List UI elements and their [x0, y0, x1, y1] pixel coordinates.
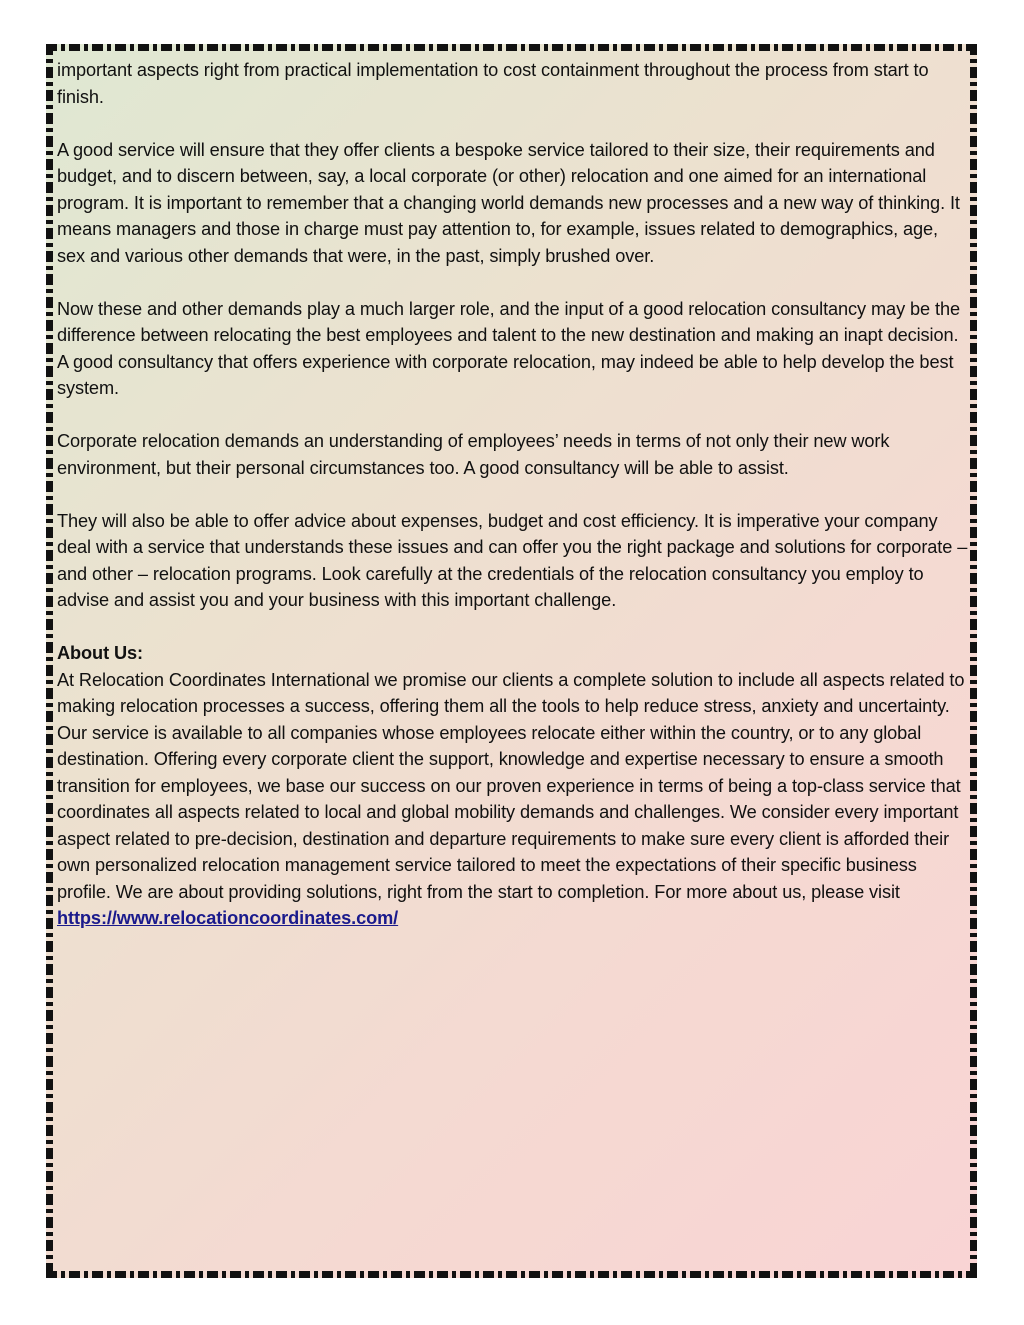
paragraph-consultancy-role: Now these and other demands play a much larger role, and the input of a good relocation consultancy may be the difference between relocating the best employees and talent to the new destination and making an inapt decision. A good consultancy that offers experience with corporate relocation, may indeed be able to help develop the best system. [57, 298, 960, 398]
document-body [57, 57, 969, 932]
about-us-text: At Relocation Coordinates International we promise our clients a complete solution to include all aspects related to making relocation processes a success, offering them all the tools to help reduce stress, anxiety and uncertainty. Our service is available to all companies whose employees relocate either within the country, or to any global destination. Offering every corporate client the support, knowledge and expertise necessary to ensure a smooth transition for employees, we base our success on our proven experience in terms of being a top-class service that coordinates all aspects related to local and global mobility demands and challenges. We consider every important aspect related to pre-decision, destination and departure requirements to make sure every client is afforded their own personalized relocation management service tailored to meet the expectations of their specific business profile. We are about providing solutions, right from the start to completion. For more about us, please visit [57, 669, 965, 902]
dashed-border-right [970, 44, 977, 1278]
about-us-body [57, 667, 969, 932]
dashed-border-top [46, 44, 977, 51]
website-link[interactable]: https://www.relocationcoordinates.com/ [57, 908, 399, 928]
paragraph-intro-continued: important aspects right from practical implementation to cost containment throughout the process from start to finish. [57, 60, 929, 107]
dashed-border-left [46, 44, 53, 1278]
about-us-heading: About Us: [57, 643, 143, 663]
paragraph-employee-needs: Corporate relocation demands an understanding of employees’ needs in terms of not only their new work environment, but their personal circumstances too. A good consultancy will be able to assist. [57, 431, 890, 478]
page-frame [46, 44, 977, 1278]
paragraph-cost-advice: They will also be able to offer advice about expenses, budget and cost efficiency. It is imperative your company deal with a service that understands these issues and can offer you the right package and solutions for corporate – and other – relocation programs. Look carefully at the credentials of the relocation consultancy you employ to advise and assist you and your business with this important challenge. [57, 510, 968, 610]
paragraph-bespoke-service: A good service will ensure that they offer clients a bespoke service tailored to their size, their requirements and budget, and to discern between, say, a local corporate (or other) relocation and one aimed for an international program. It is important to remember that a changing world demands new processes and a new way of thinking. It means managers and those in charge must pay attention to, for example, issues related to demographics, age, sex and various other demands that were, in the past, simply brushed over. [57, 139, 960, 266]
dashed-border-bottom [46, 1271, 977, 1278]
